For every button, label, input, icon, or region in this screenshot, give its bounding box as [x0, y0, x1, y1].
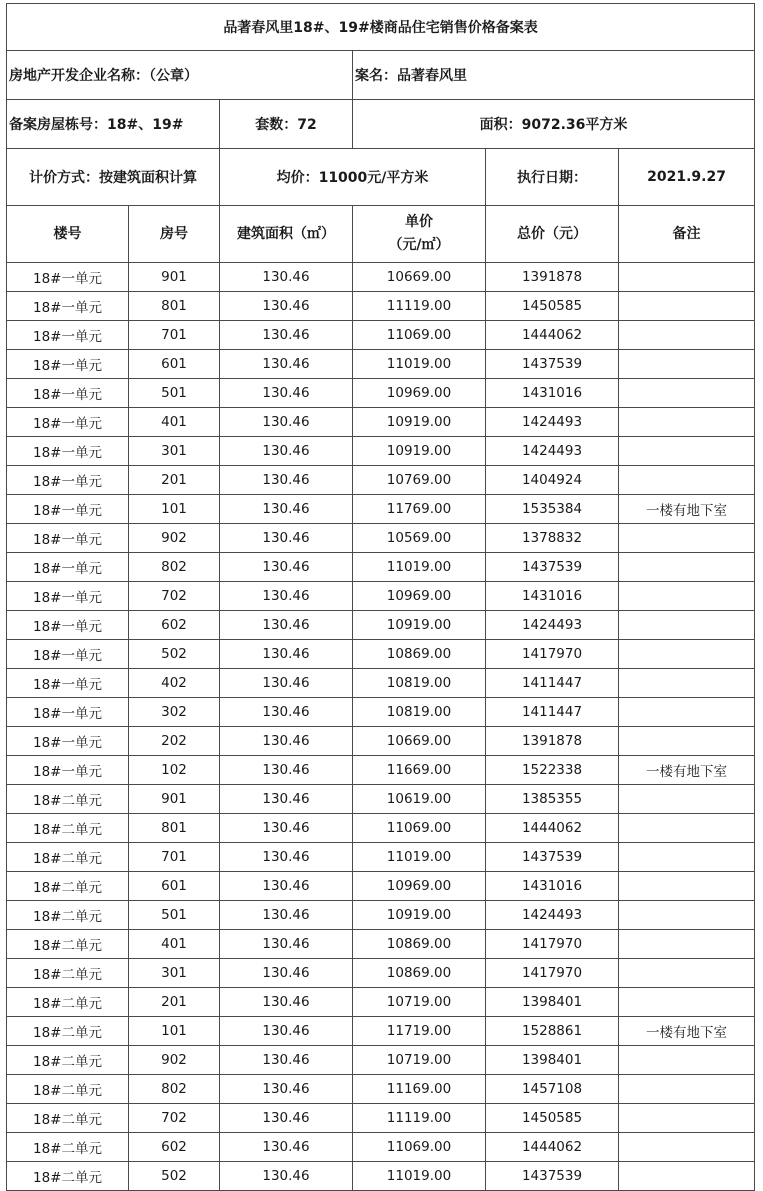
unit-price-cell: 10919.00 [353, 437, 486, 466]
building-cell: 18#一单元 [7, 640, 129, 669]
area-cell: 130.46 [220, 1046, 353, 1075]
area-cell: 130.46 [220, 1017, 353, 1046]
building-cell: 18#一单元 [7, 379, 129, 408]
building-cell: 18#一单元 [7, 292, 129, 321]
area-cell: 130.46 [220, 292, 353, 321]
table-row [7, 553, 755, 582]
area-cell: 130.46 [220, 930, 353, 959]
table-row [7, 640, 755, 669]
building-cell: 18#二单元 [7, 930, 129, 959]
column-header-row [7, 206, 755, 263]
table-row [7, 1133, 755, 1162]
unit-price-cell: 11119.00 [353, 1104, 486, 1133]
area-cell: 130.46 [220, 640, 353, 669]
building-cell: 18#二单元 [7, 959, 129, 988]
unit-price-cell: 10669.00 [353, 727, 486, 756]
area-cell: 130.46 [220, 1104, 353, 1133]
remark-cell [619, 1046, 755, 1075]
unit-price-cell: 10819.00 [353, 669, 486, 698]
building-cell: 18#一单元 [7, 350, 129, 379]
unit-price-cell: 10769.00 [353, 466, 486, 495]
table-row [7, 1162, 755, 1191]
building-numbers: 备案房屋栋号：18#、19# [7, 100, 220, 149]
unit-price-cell: 10969.00 [353, 872, 486, 901]
remark-cell [619, 785, 755, 814]
col-header-room: 房号 [129, 206, 220, 263]
remark-cell [619, 1075, 755, 1104]
area-cell: 130.46 [220, 466, 353, 495]
building-cell: 18#二单元 [7, 1017, 129, 1046]
remark-cell [619, 669, 755, 698]
remark-cell [619, 466, 755, 495]
room-cell: 602 [129, 611, 220, 640]
unit-price-cell: 10819.00 [353, 698, 486, 727]
remark-cell [619, 959, 755, 988]
building-cell: 18#一单元 [7, 756, 129, 785]
col-header-remark: 备注 [619, 206, 755, 263]
room-cell: 502 [129, 1162, 220, 1191]
table-row [7, 814, 755, 843]
room-cell: 802 [129, 1075, 220, 1104]
table-row [7, 350, 755, 379]
total-price-cell: 1444062 [486, 1133, 619, 1162]
area-cell: 130.46 [220, 756, 353, 785]
table-title: 品著春风里18#、19#楼商品住宅销售价格备案表 [7, 4, 755, 51]
total-price-cell: 1411447 [486, 698, 619, 727]
remark-cell [619, 930, 755, 959]
unit-price-cell: 11719.00 [353, 1017, 486, 1046]
area-cell: 130.46 [220, 582, 353, 611]
total-price-cell: 1411447 [486, 669, 619, 698]
building-cell: 18#二单元 [7, 1104, 129, 1133]
col-header-building: 楼号 [7, 206, 129, 263]
table-row [7, 756, 755, 785]
total-price-cell: 1398401 [486, 1046, 619, 1075]
room-cell: 201 [129, 988, 220, 1017]
area-cell: 130.46 [220, 959, 353, 988]
area-cell: 130.46 [220, 495, 353, 524]
total-price-cell: 1417970 [486, 640, 619, 669]
unit-price-cell: 10919.00 [353, 901, 486, 930]
unit-price-cell: 10869.00 [353, 930, 486, 959]
room-cell: 802 [129, 553, 220, 582]
area-cell: 130.46 [220, 553, 353, 582]
table-row [7, 495, 755, 524]
area-cell: 130.46 [220, 698, 353, 727]
price-filing-table [6, 3, 755, 1191]
table-row [7, 1046, 755, 1075]
building-cell: 18#二单元 [7, 814, 129, 843]
remark-cell [619, 727, 755, 756]
area-cell: 130.46 [220, 263, 353, 292]
remark-cell [619, 292, 755, 321]
table-row [7, 466, 755, 495]
total-price-cell: 1437539 [486, 1162, 619, 1191]
unit-count: 套数：72 [220, 100, 353, 149]
table-row [7, 843, 755, 872]
area-cell: 130.46 [220, 437, 353, 466]
area-cell: 130.46 [220, 408, 353, 437]
building-cell: 18#一单元 [7, 727, 129, 756]
room-cell: 202 [129, 727, 220, 756]
building-cell: 18#二单元 [7, 1133, 129, 1162]
room-cell: 502 [129, 640, 220, 669]
total-price-cell: 1528861 [486, 1017, 619, 1046]
total-area: 面积：9072.36平方米 [353, 100, 755, 149]
unit-price-cell: 10969.00 [353, 379, 486, 408]
unit-price-cell: 10869.00 [353, 959, 486, 988]
total-price-cell: 1424493 [486, 437, 619, 466]
unit-price-cell: 11019.00 [353, 553, 486, 582]
unit-price-cell: 11019.00 [353, 843, 486, 872]
total-price-cell: 1431016 [486, 582, 619, 611]
average-price: 均价：11000元/平方米 [220, 149, 486, 206]
table-row [7, 1104, 755, 1133]
room-cell: 601 [129, 872, 220, 901]
total-price-cell: 1437539 [486, 843, 619, 872]
room-cell: 702 [129, 582, 220, 611]
total-price-cell: 1424493 [486, 611, 619, 640]
total-price-cell: 1385355 [486, 785, 619, 814]
col-header-unit-price [353, 206, 486, 263]
building-cell: 18#一单元 [7, 263, 129, 292]
area-cell: 130.46 [220, 379, 353, 408]
room-cell: 201 [129, 466, 220, 495]
table-row [7, 408, 755, 437]
table-row [7, 524, 755, 553]
room-cell: 701 [129, 843, 220, 872]
remark-cell [619, 524, 755, 553]
area-cell: 130.46 [220, 727, 353, 756]
table-row [7, 321, 755, 350]
building-cell: 18#一单元 [7, 437, 129, 466]
building-cell: 18#一单元 [7, 582, 129, 611]
room-cell: 601 [129, 350, 220, 379]
table-row [7, 1017, 755, 1046]
area-cell: 130.46 [220, 814, 353, 843]
total-price-cell: 1437539 [486, 553, 619, 582]
unit-price-cell: 11019.00 [353, 350, 486, 379]
area-cell: 130.46 [220, 321, 353, 350]
building-cell: 18#二单元 [7, 988, 129, 1017]
building-cell: 18#一单元 [7, 669, 129, 698]
table-row [7, 872, 755, 901]
table-row [7, 263, 755, 292]
total-price-cell: 1535384 [486, 495, 619, 524]
building-cell: 18#一单元 [7, 524, 129, 553]
area-cell: 130.46 [220, 785, 353, 814]
building-cell: 18#二单元 [7, 1075, 129, 1104]
effective-date: 2021.9.27 [619, 149, 755, 206]
remark-cell [619, 582, 755, 611]
total-price-cell: 1457108 [486, 1075, 619, 1104]
remark-cell [619, 843, 755, 872]
remark-cell [619, 379, 755, 408]
pricing-method: 计价方式：按建筑面积计算 [7, 149, 220, 206]
total-price-cell: 1431016 [486, 872, 619, 901]
remark-cell [619, 263, 755, 292]
building-cell: 18#一单元 [7, 553, 129, 582]
remark-cell [619, 1104, 755, 1133]
table-row [7, 582, 755, 611]
area-cell: 130.46 [220, 1162, 353, 1191]
area-cell: 130.46 [220, 350, 353, 379]
total-price-cell: 1522338 [486, 756, 619, 785]
room-cell: 102 [129, 756, 220, 785]
room-cell: 401 [129, 930, 220, 959]
table-row [7, 930, 755, 959]
building-cell: 18#二单元 [7, 785, 129, 814]
total-price-cell: 1398401 [486, 988, 619, 1017]
total-price-cell: 1417970 [486, 930, 619, 959]
table-row [7, 698, 755, 727]
project-name: 案名：品著春风里 [353, 51, 755, 100]
effective-date-label: 执行日期： [486, 149, 619, 206]
total-price-cell: 1431016 [486, 379, 619, 408]
remark-cell [619, 640, 755, 669]
remark-cell [619, 611, 755, 640]
unit-price-cell: 10719.00 [353, 988, 486, 1017]
total-price-cell: 1417970 [486, 959, 619, 988]
developer-label: 房地产开发企业名称：（公章） [7, 51, 353, 100]
area-cell: 130.46 [220, 901, 353, 930]
room-cell: 101 [129, 1017, 220, 1046]
room-cell: 301 [129, 437, 220, 466]
room-cell: 901 [129, 263, 220, 292]
remark-cell [619, 901, 755, 930]
remark-cell: 一楼有地下室 [619, 756, 755, 785]
unit-price-cell: 10969.00 [353, 582, 486, 611]
area-cell: 130.46 [220, 872, 353, 901]
total-price-cell: 1450585 [486, 1104, 619, 1133]
unit-price-cell: 10919.00 [353, 611, 486, 640]
building-cell: 18#二单元 [7, 901, 129, 930]
unit-price-cell: 11119.00 [353, 292, 486, 321]
area-cell: 130.46 [220, 611, 353, 640]
area-cell: 130.46 [220, 669, 353, 698]
table-row [7, 785, 755, 814]
room-cell: 702 [129, 1104, 220, 1133]
remark-cell [619, 698, 755, 727]
room-cell: 801 [129, 292, 220, 321]
room-cell: 902 [129, 1046, 220, 1075]
col-header-total: 总价（元） [486, 206, 619, 263]
remark-cell [619, 1133, 755, 1162]
unit-price-cell: 10669.00 [353, 263, 486, 292]
room-cell: 501 [129, 901, 220, 930]
remark-cell [619, 814, 755, 843]
unit-price-cell: 11069.00 [353, 814, 486, 843]
building-cell: 18#二单元 [7, 872, 129, 901]
table-row [7, 727, 755, 756]
total-price-cell: 1404924 [486, 466, 619, 495]
room-cell: 801 [129, 814, 220, 843]
remark-cell [619, 872, 755, 901]
total-price-cell: 1424493 [486, 901, 619, 930]
total-price-cell: 1391878 [486, 727, 619, 756]
room-cell: 602 [129, 1133, 220, 1162]
unit-price-line1: 单价 [405, 214, 433, 230]
remark-cell [619, 1162, 755, 1191]
room-cell: 902 [129, 524, 220, 553]
unit-price-cell: 11669.00 [353, 756, 486, 785]
table-row [7, 1075, 755, 1104]
building-cell: 18#一单元 [7, 321, 129, 350]
area-cell: 130.46 [220, 843, 353, 872]
area-cell: 130.46 [220, 524, 353, 553]
unit-price-cell: 11069.00 [353, 1133, 486, 1162]
unit-price-cell: 11069.00 [353, 321, 486, 350]
building-cell: 18#一单元 [7, 698, 129, 727]
total-price-cell: 1444062 [486, 814, 619, 843]
total-price-cell: 1444062 [486, 321, 619, 350]
table-row [7, 669, 755, 698]
building-cell: 18#二单元 [7, 1162, 129, 1191]
unit-price-cell: 10869.00 [353, 640, 486, 669]
col-header-area: 建筑面积（㎡） [220, 206, 353, 263]
remark-cell [619, 408, 755, 437]
room-cell: 402 [129, 669, 220, 698]
table-row [7, 292, 755, 321]
unit-price-cell: 10619.00 [353, 785, 486, 814]
area-cell: 130.46 [220, 1075, 353, 1104]
unit-price-line2: （元/㎡） [388, 237, 450, 253]
building-cell: 18#二单元 [7, 843, 129, 872]
unit-price-cell: 10919.00 [353, 408, 486, 437]
table-row [7, 379, 755, 408]
building-cell: 18#二单元 [7, 1046, 129, 1075]
remark-cell [619, 437, 755, 466]
total-price-cell: 1437539 [486, 350, 619, 379]
remark-cell [619, 350, 755, 379]
remark-cell: 一楼有地下室 [619, 1017, 755, 1046]
table-row [7, 988, 755, 1017]
unit-price-cell: 10719.00 [353, 1046, 486, 1075]
total-price-cell: 1391878 [486, 263, 619, 292]
room-cell: 401 [129, 408, 220, 437]
remark-cell: 一楼有地下室 [619, 495, 755, 524]
remark-cell [619, 321, 755, 350]
total-price-cell: 1450585 [486, 292, 619, 321]
table-row [7, 437, 755, 466]
table-row [7, 959, 755, 988]
total-price-cell: 1424493 [486, 408, 619, 437]
table-row [7, 901, 755, 930]
table-row [7, 611, 755, 640]
area-cell: 130.46 [220, 1133, 353, 1162]
building-cell: 18#一单元 [7, 611, 129, 640]
room-cell: 301 [129, 959, 220, 988]
room-cell: 501 [129, 379, 220, 408]
remark-cell [619, 553, 755, 582]
area-cell: 130.46 [220, 988, 353, 1017]
building-cell: 18#一单元 [7, 408, 129, 437]
building-cell: 18#一单元 [7, 466, 129, 495]
unit-price-cell: 11169.00 [353, 1075, 486, 1104]
unit-price-cell: 11769.00 [353, 495, 486, 524]
unit-price-cell: 11019.00 [353, 1162, 486, 1191]
building-cell: 18#一单元 [7, 495, 129, 524]
room-cell: 101 [129, 495, 220, 524]
room-cell: 701 [129, 321, 220, 350]
total-price-cell: 1378832 [486, 524, 619, 553]
price-filing-table-container [6, 3, 754, 1191]
room-cell: 901 [129, 785, 220, 814]
remark-cell [619, 988, 755, 1017]
unit-price-cell: 10569.00 [353, 524, 486, 553]
room-cell: 302 [129, 698, 220, 727]
